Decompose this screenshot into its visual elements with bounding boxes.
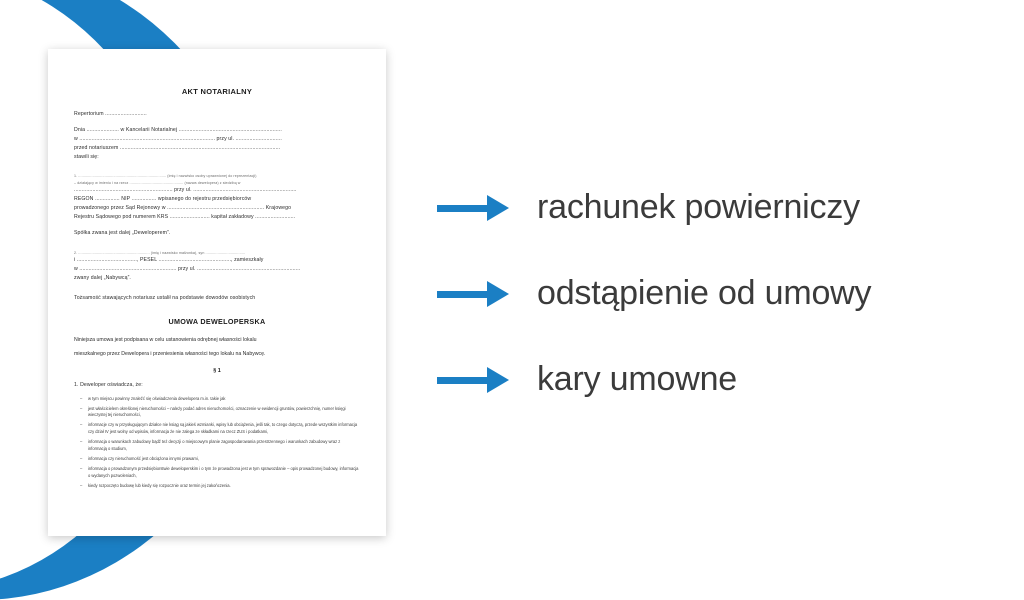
identity-note: Tożsamość stawających notariusz ustalił na podstawie dowodów osobistych	[74, 295, 256, 302]
document-preview	[48, 49, 386, 536]
arrow-right-icon	[437, 281, 515, 307]
list-item: – w tym miejscu powinny znaleźć się oświadczenia dewelopera m.in. takie jak	[88, 396, 360, 403]
key-points-list	[437, 165, 997, 423]
party2-line-2: w ............................................................... przy ul. ...................................................................	[74, 265, 301, 272]
doc-line-address: w ........................................................................................ przy ul. ..............................	[74, 136, 282, 143]
key-point-1	[437, 165, 997, 251]
key-point-label: odstąpienie od umowy	[537, 274, 872, 313]
party1-line-1: – działający w imieniu i na rzecz ................................................. (nazwa dewelopera) z siedzibą w	[74, 180, 241, 185]
party1-lead: 1. ................................................................................ (imię i nazwisko osoby uprawnionej do reprezentacji)	[74, 174, 257, 179]
party1-line-4: prowadzonego przez Sąd Rejonowy w ............................................................... Krajowego	[74, 205, 292, 212]
document-subtitle: UMOWA DEWELOPERSKA	[168, 317, 266, 327]
declaration-bullet-list	[74, 396, 360, 490]
party1-developer-note: Spółka zwana jest dalej „Deweloperem”.	[74, 230, 171, 237]
list-item: – kiedy rozpoczęto budowę lub kiedy się rozpocznie oraz termin jej zakończenia.	[88, 483, 360, 490]
arrow-right-icon	[437, 195, 515, 221]
party2-lead: 2. ................................................................. (imię i nazwisko małżonka), syn ....................................	[74, 250, 246, 255]
key-point-label: kary umowne	[537, 360, 737, 399]
doc-line-notary: przed notariuszem ........................................................................................................	[74, 145, 281, 152]
list-item: – informacje czy w przysługującym działce nie ksiąg są jakieś wzmianki, wpisy lub obciążenia, jeśli tak, to czego dotyczą, przede wszystkim informacja czy dział IV jest wolny od wpisów, informacja że nie zalega ze składkami na rzecz ZUS i podatkami,	[88, 422, 360, 435]
agreement-intro-line-2: mieszkalnego przez Dewelopera i przeniesienia własności tego lokalu na Nabywcę.	[74, 350, 266, 357]
party1-line-2: ................................................................ przy ul. ...................................................................	[74, 187, 297, 194]
arrow-right-icon	[437, 367, 515, 393]
doc-line-appeared: stawili się:	[74, 154, 99, 161]
doc-line-date: Dnia ..................... w Kancelarii Notarialnej ...................................................................	[74, 127, 282, 134]
key-point-label: rachunek powierniczy	[537, 188, 860, 227]
list-item: – informacja o prowadzonym przedsiębiorstwie deweloperskim i o tym że prowadzona jest w tym sprawozdanie – opis prowadzonej budowy, informacja o wydanych pozwoleniach,	[88, 466, 360, 479]
doc-line-repertorium: Repertorium ...........................	[74, 111, 147, 117]
list-item: – informacja czy nieruchomość jest obciążona innymi prawami,	[88, 456, 360, 463]
agreement-intro-line-1: Niniejsza umowa jest podpisana w celu ustanowienia odrębnej własności lokalu	[74, 337, 257, 344]
key-point-3	[437, 337, 997, 423]
key-point-2	[437, 251, 997, 337]
section-mark: § 1	[213, 368, 221, 375]
party2-buyer-note: zwany dalej „Nabywcą”.	[74, 274, 131, 281]
document-title: AKT NOTARIALNY	[181, 87, 253, 96]
party2-line-1: i ......................................., PESEL ..............................................., zamieszkały	[74, 256, 264, 263]
party1-line-3: REGON ................ NIP ................ wpisanego do rejestru przedsiębiorców	[74, 196, 252, 203]
list-item: – jest właścicielem określonej nieruchomości – należy podać adres nieruchomości, oznaczenie w ewidencji gruntów, powierzchnię, numer księgi wieczystej tej nieruchomości,	[88, 406, 360, 419]
document-page	[48, 49, 386, 536]
list-item: – informacja o warunkach zabudowy bądź też decyzji o miejscowym planie zagospodarowania przestrzennego i warunkach zabudowy wraz z informacją o studium,	[88, 439, 360, 452]
party1-line-5: Rejestru Sądowego pod numerem KRS .......................... kapitał zakładowy ..........................	[74, 214, 296, 221]
declaration-heading: 1. Deweloper oświadcza, że:	[74, 382, 143, 389]
